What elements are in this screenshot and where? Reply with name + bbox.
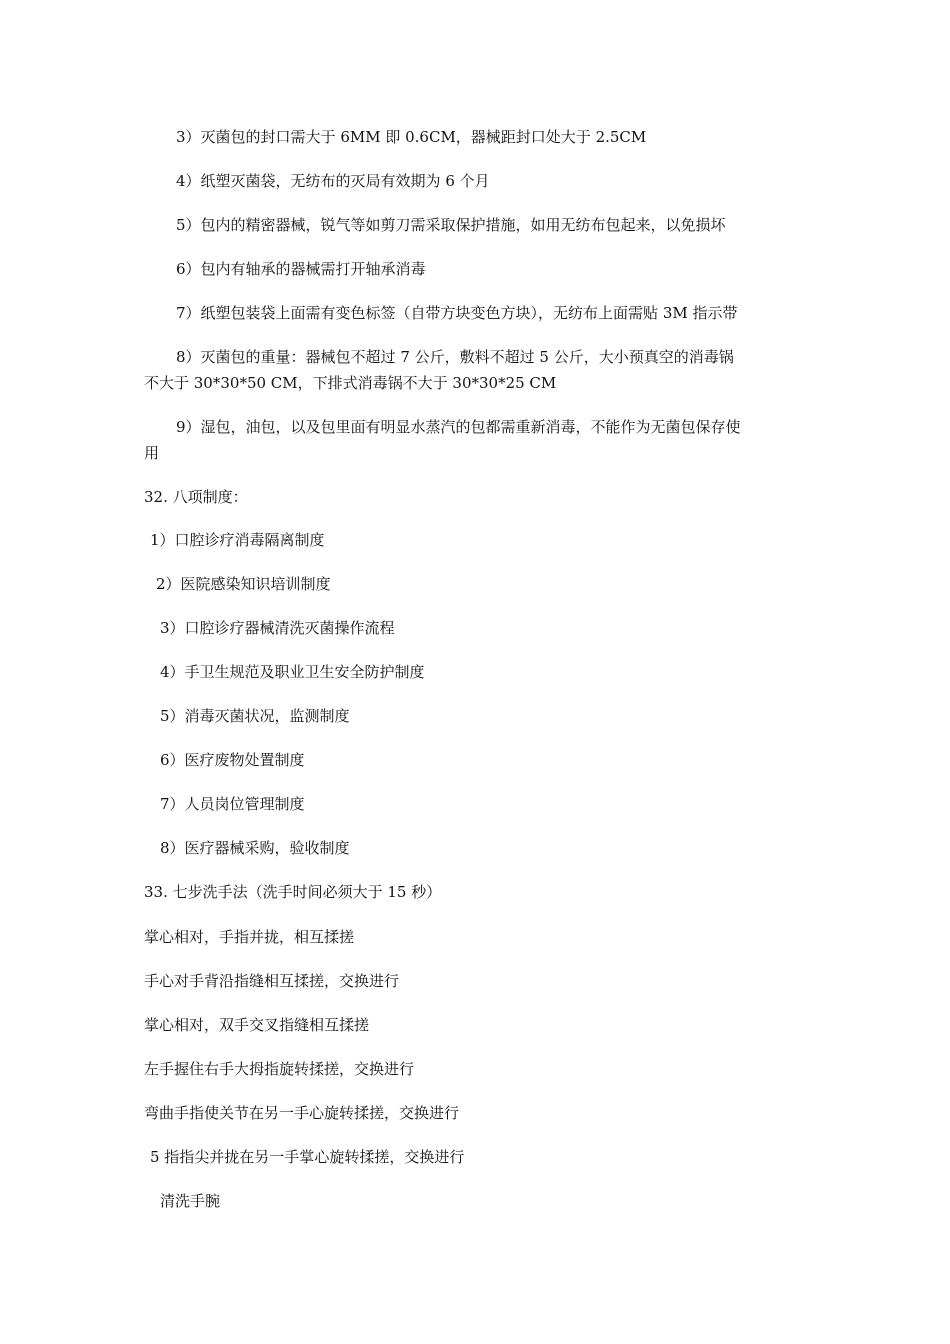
text-line: 5）包内的精密器械，锐气等如剪刀需采取保护措施，如用无纺布包起来，以免损坏 [176,216,726,234]
text-line: 9）湿包，油包，以及包里面有明显水蒸汽的包都需重新消毒，不能作为无菌包保存使 [176,418,741,436]
text-line: 4）纸塑灭菌袋，无纺布的灭局有效期为 6 个月 [176,172,490,190]
list-item: 8）医疗器械采购，验收制度 [160,839,350,857]
text-line: 用 [144,444,160,462]
text-line: 掌心相对，双手交叉指缝相互揉搓 [144,1016,370,1034]
text-line: 清洗手腕 [160,1192,221,1210]
list-item: 5）消毒灭菌状况，监测制度 [160,707,350,725]
text-line: 8）灭菌包的重量：器械包不超过 7 公斤，敷料不超过 5 公斤，大小预真空的消毒锅 [176,348,734,366]
text-line: 弯曲手指使关节在另一手心旋转揉搓，交换进行 [144,1104,460,1122]
list-item: 1）口腔诊疗消毒隔离制度 [150,531,325,549]
list-item: 4）手卫生规范及职业卫生安全防护制度 [160,663,425,681]
section-heading: 32. 八项制度： [144,488,248,506]
text-line: 左手握住右手大拇指旋转揉搓，交换进行 [144,1060,415,1078]
list-item: 7）人员岗位管理制度 [160,795,305,813]
list-item: 3）口腔诊疗器械清洗灭菌操作流程 [160,619,395,637]
text-line: 掌心相对，手指并拢，相互揉搓 [144,928,355,946]
text-line: 7）纸塑包装袋上面需有变色标签（自带方块变色方块），无纺布上面需贴 3M 指示带 [176,304,738,322]
text-line: 5 指指尖并拢在另一手掌心旋转揉搓，交换进行 [150,1148,465,1166]
text-line: 不大于 30*30*50 CM，下排式消毒锅不大于 30*30*25 CM [144,374,557,392]
list-item: 2）医院感染知识培训制度 [156,575,331,593]
text-line: 3）灭菌包的封口需大于 6MM 即 0.6CM，器械距封口处大于 2.5CM [176,128,647,146]
list-item: 6）医疗废物处置制度 [160,751,305,769]
section-heading: 33. 七步洗手法（洗手时间必须大于 15 秒） [144,883,442,901]
text-line: 手心对手背沿指缝相互揉搓，交换进行 [144,972,400,990]
text-line: 6）包内有轴承的器械需打开轴承消毒 [176,260,426,278]
